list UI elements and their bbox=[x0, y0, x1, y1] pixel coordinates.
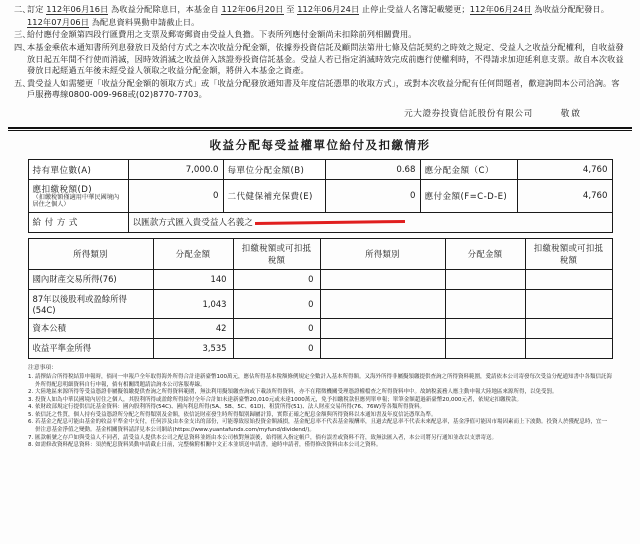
footnote-number: 6. bbox=[28, 419, 34, 426]
notice-section bbox=[0, 0, 640, 124]
label-per-unit-amount: 每單位分配金額(B) bbox=[223, 160, 325, 180]
label-withholding-tax bbox=[28, 180, 128, 213]
page-bottom-edge bbox=[0, 544, 640, 548]
cell-tax-amount: 0 bbox=[233, 338, 320, 358]
cell-distribution-amount: 1,043 bbox=[153, 289, 233, 318]
cell-distribution-amount-2 bbox=[445, 289, 525, 318]
notice-item-5 bbox=[14, 78, 626, 101]
value-payable-amount: 4,760 bbox=[517, 180, 612, 213]
footnote-item bbox=[28, 419, 612, 434]
cell-income-category-2 bbox=[320, 338, 445, 358]
footnote-number: 2. bbox=[28, 389, 34, 396]
footnote-number: 1. bbox=[28, 373, 34, 380]
footnote-text: 如需修改資料配息資料：須於配息資料異動申請截止日前，完整檢附相關中文正本並填送申請書，逾時申請者，僅得修改資料由本公司之資料。 bbox=[35, 442, 382, 449]
footnotes-title: 注意事項： bbox=[28, 364, 57, 371]
date-payment: 112年06月24日 bbox=[469, 4, 532, 14]
footnote-text: 請擇結合所得稅結算申報時，倘同一申報戶全年取得海外所得合計達新臺幣100萬元，應佔所得基本稅額條例規定全數計入基本所得額。又海外所得非屬擬領繳提供查詢之所得資料範圍，愛請依本公司寄發每次受益分配通知書中各類信託海外所得配息明細資料自行申報，倘有相關問題請洽詢本公司客服專線。 bbox=[35, 373, 613, 388]
value-payment-method bbox=[128, 212, 612, 232]
cell-distribution-amount: 140 bbox=[153, 269, 233, 289]
footnote-number: 3. bbox=[28, 396, 34, 403]
footnote-text: 依信託之性質，個人持有受益憑證所分配之所得類別及金額，依信託財產發生時所得類別歸屬計算，實際正確之配息金額與所得資料以本通知書及年度信託憑單為準。 bbox=[35, 411, 437, 418]
cell-tax-amount: 0 bbox=[233, 318, 320, 338]
signature-line bbox=[14, 102, 626, 122]
label-withholding-tax-text: 應扣繳稅額(D) bbox=[32, 185, 92, 196]
footnote-item bbox=[28, 404, 612, 412]
redacted-account-mark bbox=[255, 219, 405, 227]
notice-text-part: 止停止受益人名簿記載變更； bbox=[359, 4, 470, 14]
notice-text-part: 為收益分配除息日，本基金自 bbox=[108, 4, 222, 14]
notice-text-part: 為配息資料異動申請截止日。 bbox=[89, 16, 200, 27]
footnote-number: 4. bbox=[28, 404, 34, 411]
table-row bbox=[28, 160, 612, 180]
date-book-close-end: 112年06月24日 bbox=[297, 4, 360, 14]
cell-tax-amount-2 bbox=[525, 289, 612, 318]
footnote-item bbox=[28, 442, 612, 450]
payment-method-text: 以匯款方式匯入貴受益人名義之 bbox=[132, 218, 253, 229]
cell-tax-amount-2 bbox=[525, 269, 612, 289]
date-ex-dividend: 112年06月16日 bbox=[46, 4, 109, 14]
cell-distribution-amount: 42 bbox=[153, 318, 233, 338]
notice-text: 貴受益人如需變更「收益分配金額的領取方式」或「收益分配發放通知書及年度信託憑單的收取方式」，或對本次收益分配有任何問題者，歡迎詢問本公司洽詢。客戶服務專線0800-009-968或(02)8770-7703。 bbox=[27, 77, 620, 100]
notice-item-3 bbox=[14, 29, 626, 41]
cell-income-category: 87年以後股利或盈餘所得(54C) bbox=[28, 289, 153, 318]
cell-income-category-2 bbox=[320, 269, 445, 289]
footnote-text: 大陸地區來源所得等受益憑證非屬擬領繳提供查詢之所得資料範圍，無法利用擬領繳查詢或下載該所得資料，亦不在稽徵機關受理憑證權檔查之所得資料申中。故納稅義務人應主動申報大陸地區來源所得，以免受罰。 bbox=[35, 389, 558, 396]
table-header-row bbox=[28, 238, 612, 269]
cell-distribution-amount-2 bbox=[445, 269, 525, 289]
footnote-text: 若基金之配息可能由基金的收益平準金中支付，任何涉及由本金支出的部份，可能導致原始投資金額減損，基金配息率不代表基金報酬率，且過去配息率不代表未來配息率，基金淨值可能因市場因素而上下波動。投資人於獲配息時，宜一併注意基金淨值之變動。基金相關資料請詳見本公司網站(https://www.yuantafunds.com/myfund/dividend/)。 bbox=[35, 419, 608, 433]
footnote-number: 5. bbox=[28, 411, 34, 418]
value-units-held: 7,000.0 bbox=[128, 160, 223, 180]
cell-distribution-amount-2 bbox=[445, 338, 525, 358]
label-payable-amount: 應付金額(F=C-D-E) bbox=[420, 180, 517, 213]
cell-tax-amount: 0 bbox=[233, 289, 320, 318]
header-income-category: 所得類別 bbox=[28, 238, 153, 269]
section-divider-thick bbox=[8, 127, 632, 129]
cell-distribution-amount-2 bbox=[445, 318, 525, 338]
table-row bbox=[28, 338, 612, 358]
cell-income-category-2 bbox=[320, 318, 445, 338]
footnote-text: 投資人如為中華民國境內居住之個人，其股利所得或盈餘所得給付全年合計如未達新臺幣20,010元或未達1000萬元，免予扣繳稅款但應列單申報；單筆金額超過新臺幣20,000元者，依規定扣繳稅款。 bbox=[35, 396, 522, 403]
header-distribution-amount: 分配金額 bbox=[153, 238, 233, 269]
cell-income-category: 資本公積 bbox=[28, 318, 153, 338]
label-nhi-supplementary-premium: 二代健保補充保費(E) bbox=[223, 180, 325, 213]
label-distributable-amount: 應分配金額（C） bbox=[420, 160, 517, 180]
label-payment-method: 給 付 方 式 bbox=[28, 212, 128, 232]
notice-number: 四、 bbox=[14, 41, 31, 52]
footnote-text: 匯款帳號之存戶如與受益人不同者，請受益人提供本公司之配息資料並經由本公司核對無誤後，始得匯入指定帳戶，倘有誤差或資料不符，致無法匯入者，本公司將另行通知並改以支票寄送。 bbox=[35, 434, 498, 441]
footnote-text: 依財政部規定行提供信託基金資料：國內股利所得(54C)、國內利息所得(5A、5B、5C、61D)、租賃所得(51)、法人財產交易所得(76、76W)等各類所得資料。 bbox=[35, 404, 426, 411]
header-income-category-2: 所得類別 bbox=[320, 238, 445, 269]
table-row-payment-method bbox=[28, 212, 612, 232]
notice-item-2-sub bbox=[14, 17, 626, 29]
cell-income-category: 收益平準金所得 bbox=[28, 338, 153, 358]
signature-greeting: 敬啟 bbox=[560, 109, 582, 120]
footnotes-section bbox=[28, 365, 612, 450]
cell-distribution-amount: 3,535 bbox=[153, 338, 233, 358]
notice-item-2 bbox=[14, 4, 626, 16]
company-name: 元大證券投資信託股份有限公司 bbox=[404, 109, 533, 120]
label-units-held: 持有單位數(A) bbox=[28, 160, 128, 180]
section-divider-thin bbox=[8, 130, 632, 131]
notice-text bbox=[27, 4, 626, 16]
footnote-number: 8. bbox=[28, 442, 34, 449]
page-title: 收益分配每受益權單位給付及扣繳情形 bbox=[209, 138, 431, 153]
cell-income-category-2 bbox=[320, 289, 445, 318]
notice-text-part: 至 bbox=[283, 4, 298, 14]
value-distributable-amount: 4,760 bbox=[517, 160, 612, 180]
value-nhi-supplementary-premium: 0 bbox=[325, 180, 420, 213]
notice-text: 本基金乘依本通知書所列息發放日及給付方式之本次收益分配金額，依據券投資信託及顧問法第卅七條及信託契約之時效之規定、受益人之收益分配權利，自收益發放日起五年間不行使而消滅，因時效消滅之收益併入該證券投資信託基金。受益人若已指定消滅時效完成前應行使權利時，不得請求加迎延利息支票。故自本次收益發放日起經過五年後未經受益人領取之收益分配金額，將併入本基金之資產。 bbox=[27, 41, 624, 76]
footnote-item bbox=[28, 374, 612, 389]
notice-text-part: 為收益分配配發日。 bbox=[531, 4, 610, 14]
header-tax-amount: 扣繳稅額或可扣抵稅額 bbox=[233, 238, 320, 269]
cell-tax-amount: 0 bbox=[233, 269, 320, 289]
cell-tax-amount-2 bbox=[525, 318, 612, 338]
income-category-table bbox=[28, 238, 613, 359]
table-row bbox=[28, 269, 612, 289]
notice-number: 五、 bbox=[14, 77, 31, 88]
notice-text-part: 訂定 bbox=[27, 4, 47, 14]
header-tax-amount-2: 扣繳稅額或可扣抵稅額 bbox=[525, 238, 612, 269]
value-per-unit-amount: 0.68 bbox=[325, 160, 420, 180]
date-book-close-start: 112年06月20日 bbox=[221, 4, 284, 14]
table-row bbox=[28, 289, 612, 318]
table-row bbox=[28, 180, 612, 213]
value-withholding-tax: 0 bbox=[128, 180, 223, 213]
header-distribution-amount-2: 分配金額 bbox=[445, 238, 525, 269]
distribution-summary-table bbox=[28, 159, 613, 233]
footnote-item bbox=[28, 389, 612, 397]
notice-text: 給付應付金額第四段行匯費用之支票及郵寄郵資由受益人負擔。下表所列應付金額尚未扣除前列相關費用。 bbox=[27, 29, 417, 40]
notice-number: 二、 bbox=[14, 4, 31, 14]
notice-item-4 bbox=[14, 42, 626, 77]
table-row bbox=[28, 318, 612, 338]
footnote-number: 7. bbox=[28, 434, 34, 441]
cell-tax-amount-2 bbox=[525, 338, 612, 358]
notice-number: 三、 bbox=[14, 29, 31, 40]
notice-text bbox=[27, 17, 626, 29]
footnote-item bbox=[28, 435, 612, 443]
cell-income-category: 國內財產交易所得(76) bbox=[28, 269, 153, 289]
date-change-deadline: 112年07月06日 bbox=[27, 16, 90, 27]
label-withholding-tax-note: （扣繳稅額僅適用中華民國境內居住之個人） bbox=[32, 194, 120, 209]
